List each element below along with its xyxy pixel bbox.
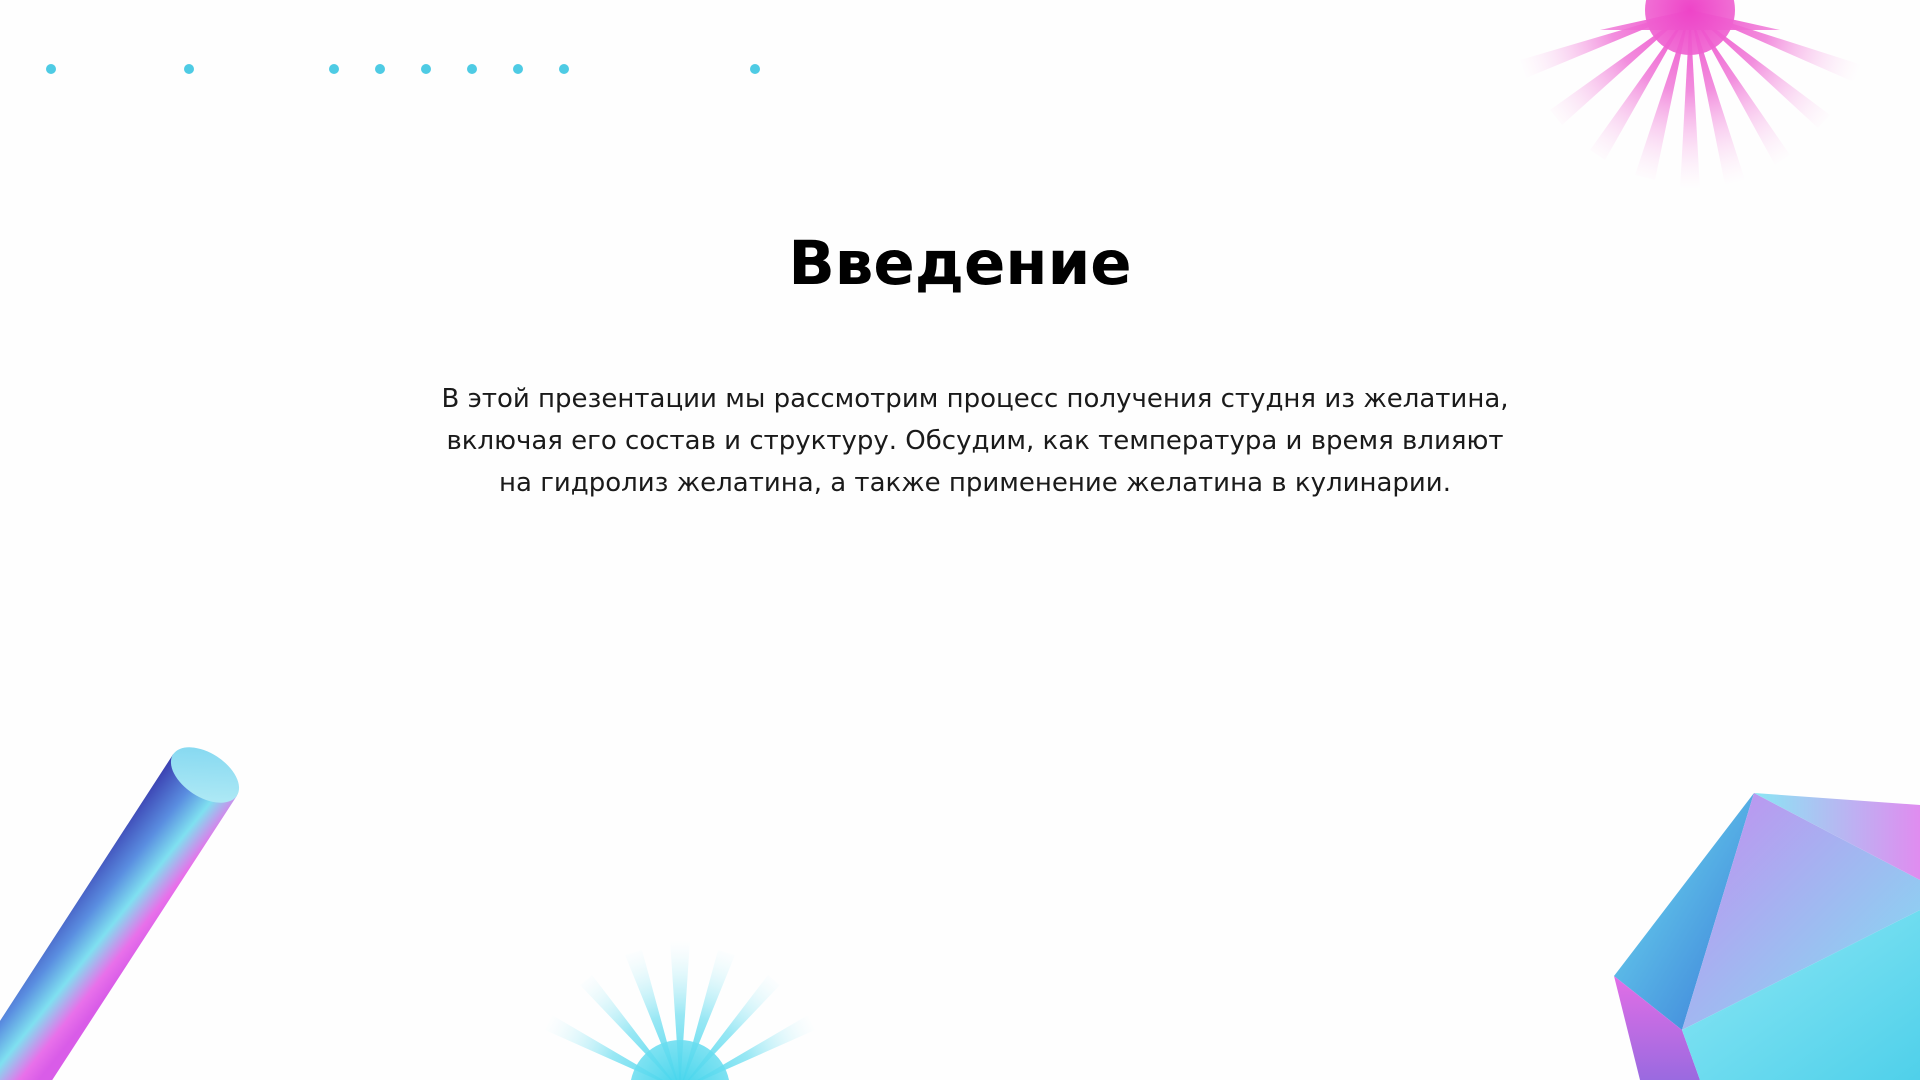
slide-body-text: В этой презентации мы рассмотрим процесс получения студня из желатина, включая его состав и структуру. Обсудим, как температура и время влияют на гидролиз желатина, а также применение желатина в кулинарии.: [441, 384, 1509, 498]
dot: [184, 64, 194, 74]
crystal-3d-shape-icon: [1600, 780, 1920, 1080]
dot: [375, 64, 385, 74]
dot: [421, 64, 431, 74]
cylinder-3d-shape-icon: [0, 720, 270, 1080]
dot: [750, 64, 760, 74]
dot: [559, 64, 569, 74]
dot: [46, 64, 56, 74]
dot: [329, 64, 339, 74]
starburst-cyan-icon: [520, 930, 840, 1080]
slide-title: Введение: [788, 228, 1132, 299]
dot: [513, 64, 523, 74]
dot: [467, 64, 477, 74]
starburst-pink-icon: [1480, 0, 1900, 200]
